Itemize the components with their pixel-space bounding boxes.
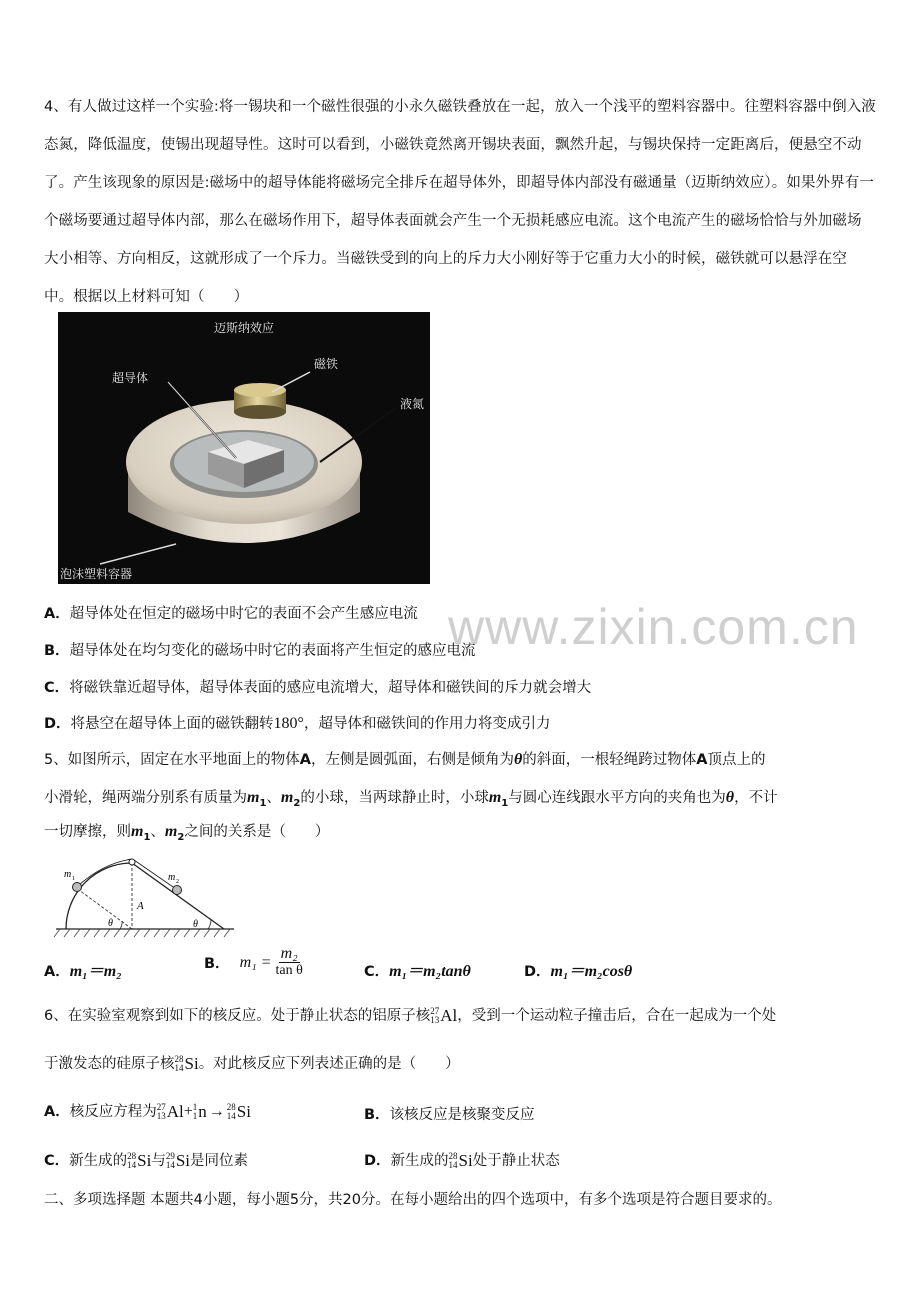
nuclide-si29: 29 14 Si — [165, 1151, 191, 1170]
fig-label-theta-right: θ — [193, 919, 198, 930]
nuclide-al27: 27 13 Al — [156, 1102, 184, 1121]
option-text: ，超导体和磁铁间的作用力将变成引力 — [303, 716, 551, 732]
fig-label-A: A — [137, 900, 144, 912]
option-text: 将悬空在超导体上面的磁铁翻转 — [70, 716, 274, 732]
fig-label-m1: m — [64, 869, 72, 880]
option-text: 超导体处在恒定的磁场中时它的表面不会产生感应电流 — [69, 606, 418, 622]
option-letter: C． — [44, 680, 70, 696]
option-text: 将磁铁靠近超导体，超导体表面的感应电流增大，超导体和磁铁间的斥力就会增大 — [69, 680, 592, 696]
nuclide-neutron: 1 1 n — [192, 1102, 207, 1121]
section-2-header: 二、多项选择题 本题共4小题，每小题5分，共20分。在每小题给出的四个选项中，有多个选项是符合题目要求的。 — [44, 1192, 782, 1208]
q5-stem-line1: 5、如图所示，固定在水平地面上的物体A，左侧是圆弧面，右侧是倾角为θ的斜面，一根轻绳跨过物体A顶点上的 — [44, 751, 766, 768]
q6-option-a[interactable]: A．核反应方程为 27 13 Al + 1 1 n → 28 14 Si — [44, 1102, 251, 1121]
fig-label-m1-sub: 1 — [72, 876, 75, 882]
q5-option-a[interactable]: A．m₁＝m₂ — [44, 963, 122, 980]
photo-title: 迈斯纳效应 — [213, 321, 275, 335]
label-container: 泡沫塑料容器 — [60, 567, 133, 581]
watermark: www.zixin.com.cn — [448, 599, 859, 655]
q4-option-a[interactable] — [44, 602, 418, 623]
q6-option-b[interactable]: B．该核反应是核聚变反应 — [364, 1107, 535, 1123]
q4-stem: 4、有人做过这样一个实验:将一锡块和一个磁性很强的小永久磁铁叠放在一起，放入一个浅平的塑料容器中。往塑料容器中倒入液态氮，降低温度，使锡出现超导性。这时可以看到，小磁铁竟然离开锡块表面，飘然升起，与锡块保持一定距离后，便悬空不动了。产生该现象的原因是:磁场中的超导体能将磁场完全排斥在超导体外，即超导体内部没有磁通量（迈斯纳效应）。如果外界有一个磁场要通过超导体内部，那么在磁场作用下，超导体表面就会产生一个无损耗感应电流。这个电流产生的磁场恰恰与外加磁场大小相等、方向相反，这就形成了一个斥力。当磁铁受到的向上的斥力大小刚好等于它重力大小的时候，磁铁就可以悬浮在空中。根据以上材料可知（ ） — [44, 99, 876, 305]
q5-stem-line3: 一切摩擦，则$m_1$、$m_2$之间的关系是（ ） — [44, 823, 330, 843]
option-letter: A． — [44, 606, 70, 622]
option-letter: D． — [44, 716, 71, 732]
label-superconductor: 超导体 — [111, 371, 149, 385]
q4-option-c[interactable] — [44, 676, 591, 697]
q4-option-d[interactable] — [44, 712, 550, 733]
fig-label-m2-sub: 2 — [176, 879, 179, 885]
nuclide-si28: 28 14 Si — [226, 1102, 251, 1121]
fig-label-theta-left: θ — [108, 918, 113, 929]
q5-stem-line2: 小滑轮，绳两端分别系有质量为$m_1$、$m_2$的小球，当两球静止时，小球$m_1$与圆心连线跟水平方向的夹角也为θ，不计 — [44, 789, 778, 809]
option-letter: B． — [44, 643, 70, 659]
q5-option-c[interactable]: C．m₁＝m₂tanθ — [364, 963, 471, 980]
q5-figure — [52, 855, 237, 940]
q4-option-b[interactable] — [44, 639, 476, 660]
nuclide-si28: 28 14 Si — [127, 1151, 152, 1170]
q5-option-b[interactable]: B． m₁ = $\frac{\text{m₂}}{\text{tan θ}}$ — [204, 945, 303, 978]
angle-value: 180° — [273, 715, 304, 732]
q6-stem-line2: 于激发态的硅原子核 28 14 Si 。对此核反应下列表述正确的是（ ） — [44, 1054, 460, 1073]
fig-label-m2: m — [168, 872, 176, 883]
label-liquid-nitrogen: 液氮 — [399, 397, 425, 411]
nuclide-al27: 27 13 Al — [430, 1006, 458, 1025]
meissner-effect-photo — [58, 312, 430, 584]
q6-option-d[interactable]: D．新生成的 28 14 Si 处于静止状态 — [364, 1151, 560, 1170]
q6-stem-line1: 6、在实验室观察到如下的核反应。处于静止状态的铝原子核 27 13 Al ，受到一个运动粒子撞击后，合在一起成为一个处 — [44, 1006, 777, 1025]
q6-option-c[interactable]: C．新生成的 28 14 Si 与 29 14 Si 是同位素 — [44, 1151, 249, 1170]
fraction: $\frac{\text{m₂}}{\text{tan θ}}$ — [275, 945, 303, 978]
label-magnet: 磁铁 — [313, 357, 339, 371]
nuclide-si28: 28 14 Si — [174, 1054, 199, 1073]
q5-option-d[interactable]: D．m₁＝m₂cosθ — [524, 963, 633, 980]
nuclide-si28: 28 14 Si — [448, 1151, 473, 1170]
option-text: 超导体处在均匀变化的磁场中时它的表面将产生恒定的感应电流 — [69, 643, 476, 659]
